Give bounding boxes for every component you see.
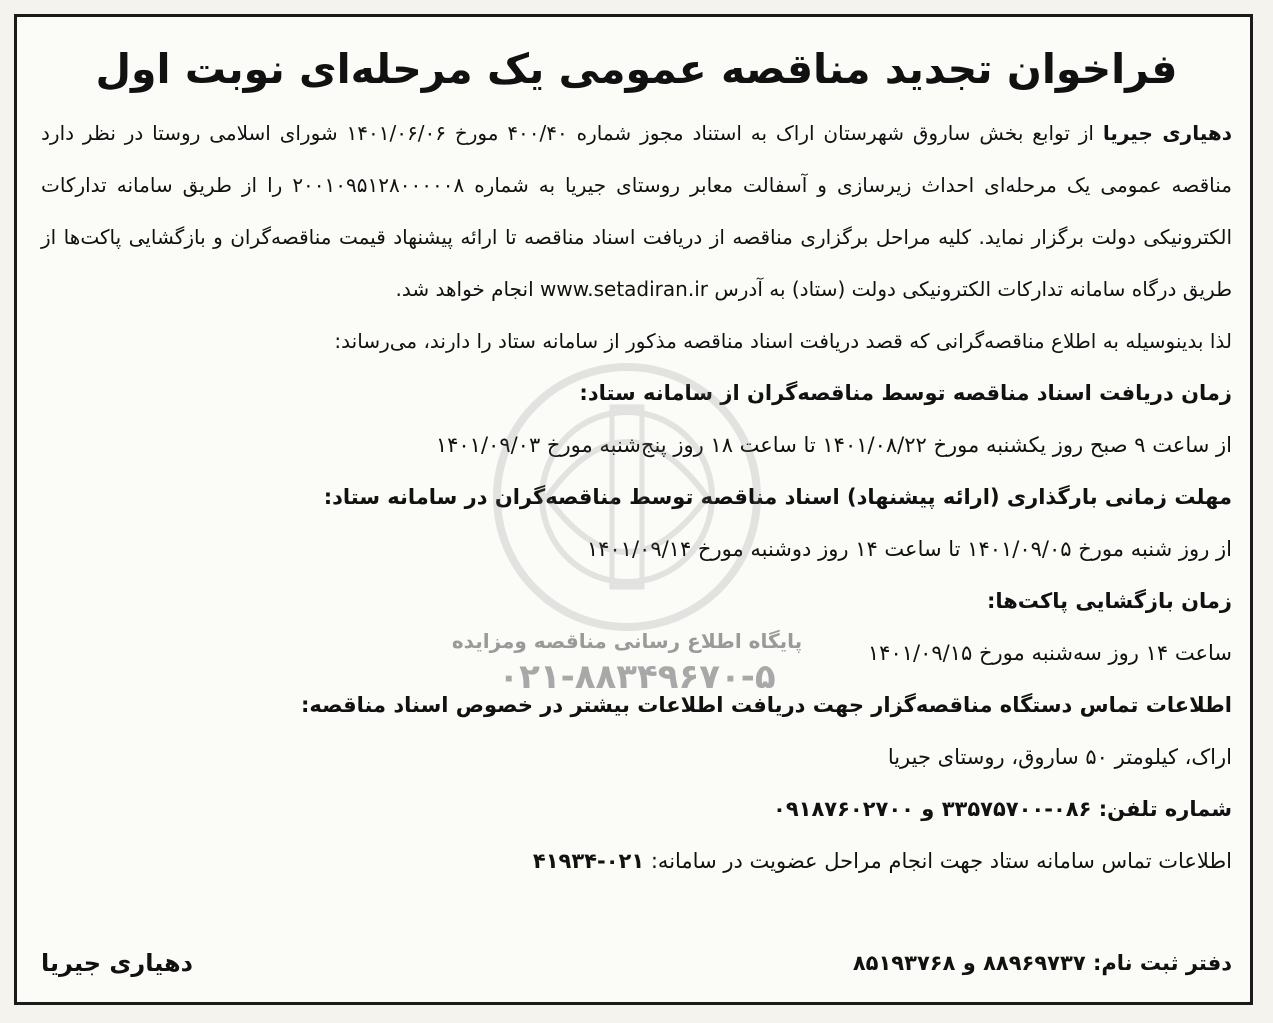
section-heading-contact: اطلاعات تماس دستگاه مناقصه‌گزار جهت دریافت اطلاعات بیشتر در خصوص اسناد مناقصه: (301, 693, 1232, 717)
registration-label: دفتر ثبت نام: (1092, 951, 1232, 975)
intro-text-1: از توابع بخش ساروق شهرستان اراک به استناد مجوز شماره ۴۰۰/۴۰ مورخ ۱۴۰۱/۰۶/۰۶ شورای اسلامی روستا در نظر دارد مناقصه عمومی یک مرحله‌ای احداث زیرسازی و آسفالت معابر روستای جیریا به شماره ۲۰۰۱۰۹۵۱۲۸۰۰۰۰۰۸ را از طریق سامانه تدارکات الکترونیکی دولت برگزار نماید. کلیه مراحل برگزاری مناقصه از دریافت اسناد مناقصه تا ارائه پیشنهاد قیمت مناقصه‌گران و بازگشایی پاکت‌ها از طریق درگاه سامانه تدارکات الکترونیکی دولت (ستاد) به آدرس (41, 121, 1232, 301)
signature: دهیاری جیریا (41, 949, 193, 977)
intro-paragraph (41, 107, 1232, 315)
notice-line: لذا بدینوسیله به اطلاع مناقصه‌گرانی که قصد دریافت اسناد مناقصه مذکور از سامانه ستاد را دارند، می‌رساند: (334, 329, 1232, 353)
setad-contact-label: اطلاعات تماس سامانه ستاد جهت انجام مراحل عضویت در سامانه: (650, 849, 1232, 873)
registration-value: ۸۸۹۶۹۷۳۷ و ۸۵۱۹۳۷۶۸ (852, 951, 1086, 975)
phone-line (41, 783, 1232, 835)
notice-frame (14, 14, 1253, 1005)
section-value-opening: ساعت ۱۴ روز سه‌شنبه مورخ ۱۴۰۱/۰۹/۱۵ (867, 641, 1232, 665)
section-value-upload: از روز شنبه مورخ ۱۴۰۱/۰۹/۰۵ تا ساعت ۱۴ روز دوشنبه مورخ ۱۴۰۱/۰۹/۱۴ (586, 537, 1232, 561)
intro-text-2: انجام خواهد شد. (395, 277, 541, 301)
org-name: دهیاری جیریا (1102, 121, 1232, 145)
section-heading-opening: زمان بازگشایی پاکت‌ها: (986, 589, 1232, 613)
section-heading-documents: زمان دریافت اسناد مناقصه توسط مناقصه‌گران از سامانه ستاد: (579, 381, 1232, 405)
registration-line (853, 937, 1232, 989)
phone-label: شماره تلفن: (1098, 797, 1232, 821)
setad-contact-line (41, 835, 1232, 887)
watermark-phone: ۰۲۱-۸۸۳۴۹۶۷۰-۵ (498, 657, 776, 697)
setad-contact-value: ۰۲۱-۴۱۹۳۴ (532, 849, 645, 873)
notice-title: فراخوان تجدید مناقصه عمومی یک مرحله‌ای نوبت اول (95, 45, 1178, 93)
phone-value: ۰۸۶-۳۳۵۷۵۷۰۰ و ۰۹۱۸۷۶۰۲۷۰۰ (773, 797, 1092, 821)
section-value-documents: از ساعت ۹ صبح روز یکشنبه مورخ ۱۴۰۱/۰۸/۲۲ تا ساعت ۱۸ روز پنج‌شنبه مورخ ۱۴۰۱/۰۹/۰۳ (435, 433, 1232, 457)
section-heading-upload: مهلت زمانی بارگذاری (ارائه پیشنهاد) اسناد مناقصه توسط مناقصه‌گران در سامانه ستاد: (323, 485, 1232, 509)
watermark-text: پایگاه اطلاع رسانی مناقصه ومزایده (451, 629, 803, 653)
footer-row (41, 935, 1232, 991)
section-value-address: اراک، کیلومتر ۵۰ ساروق، روستای جیریا (887, 745, 1232, 769)
website-link[interactable]: www.setadiran.ir (540, 277, 708, 301)
notice-content (41, 31, 1232, 991)
